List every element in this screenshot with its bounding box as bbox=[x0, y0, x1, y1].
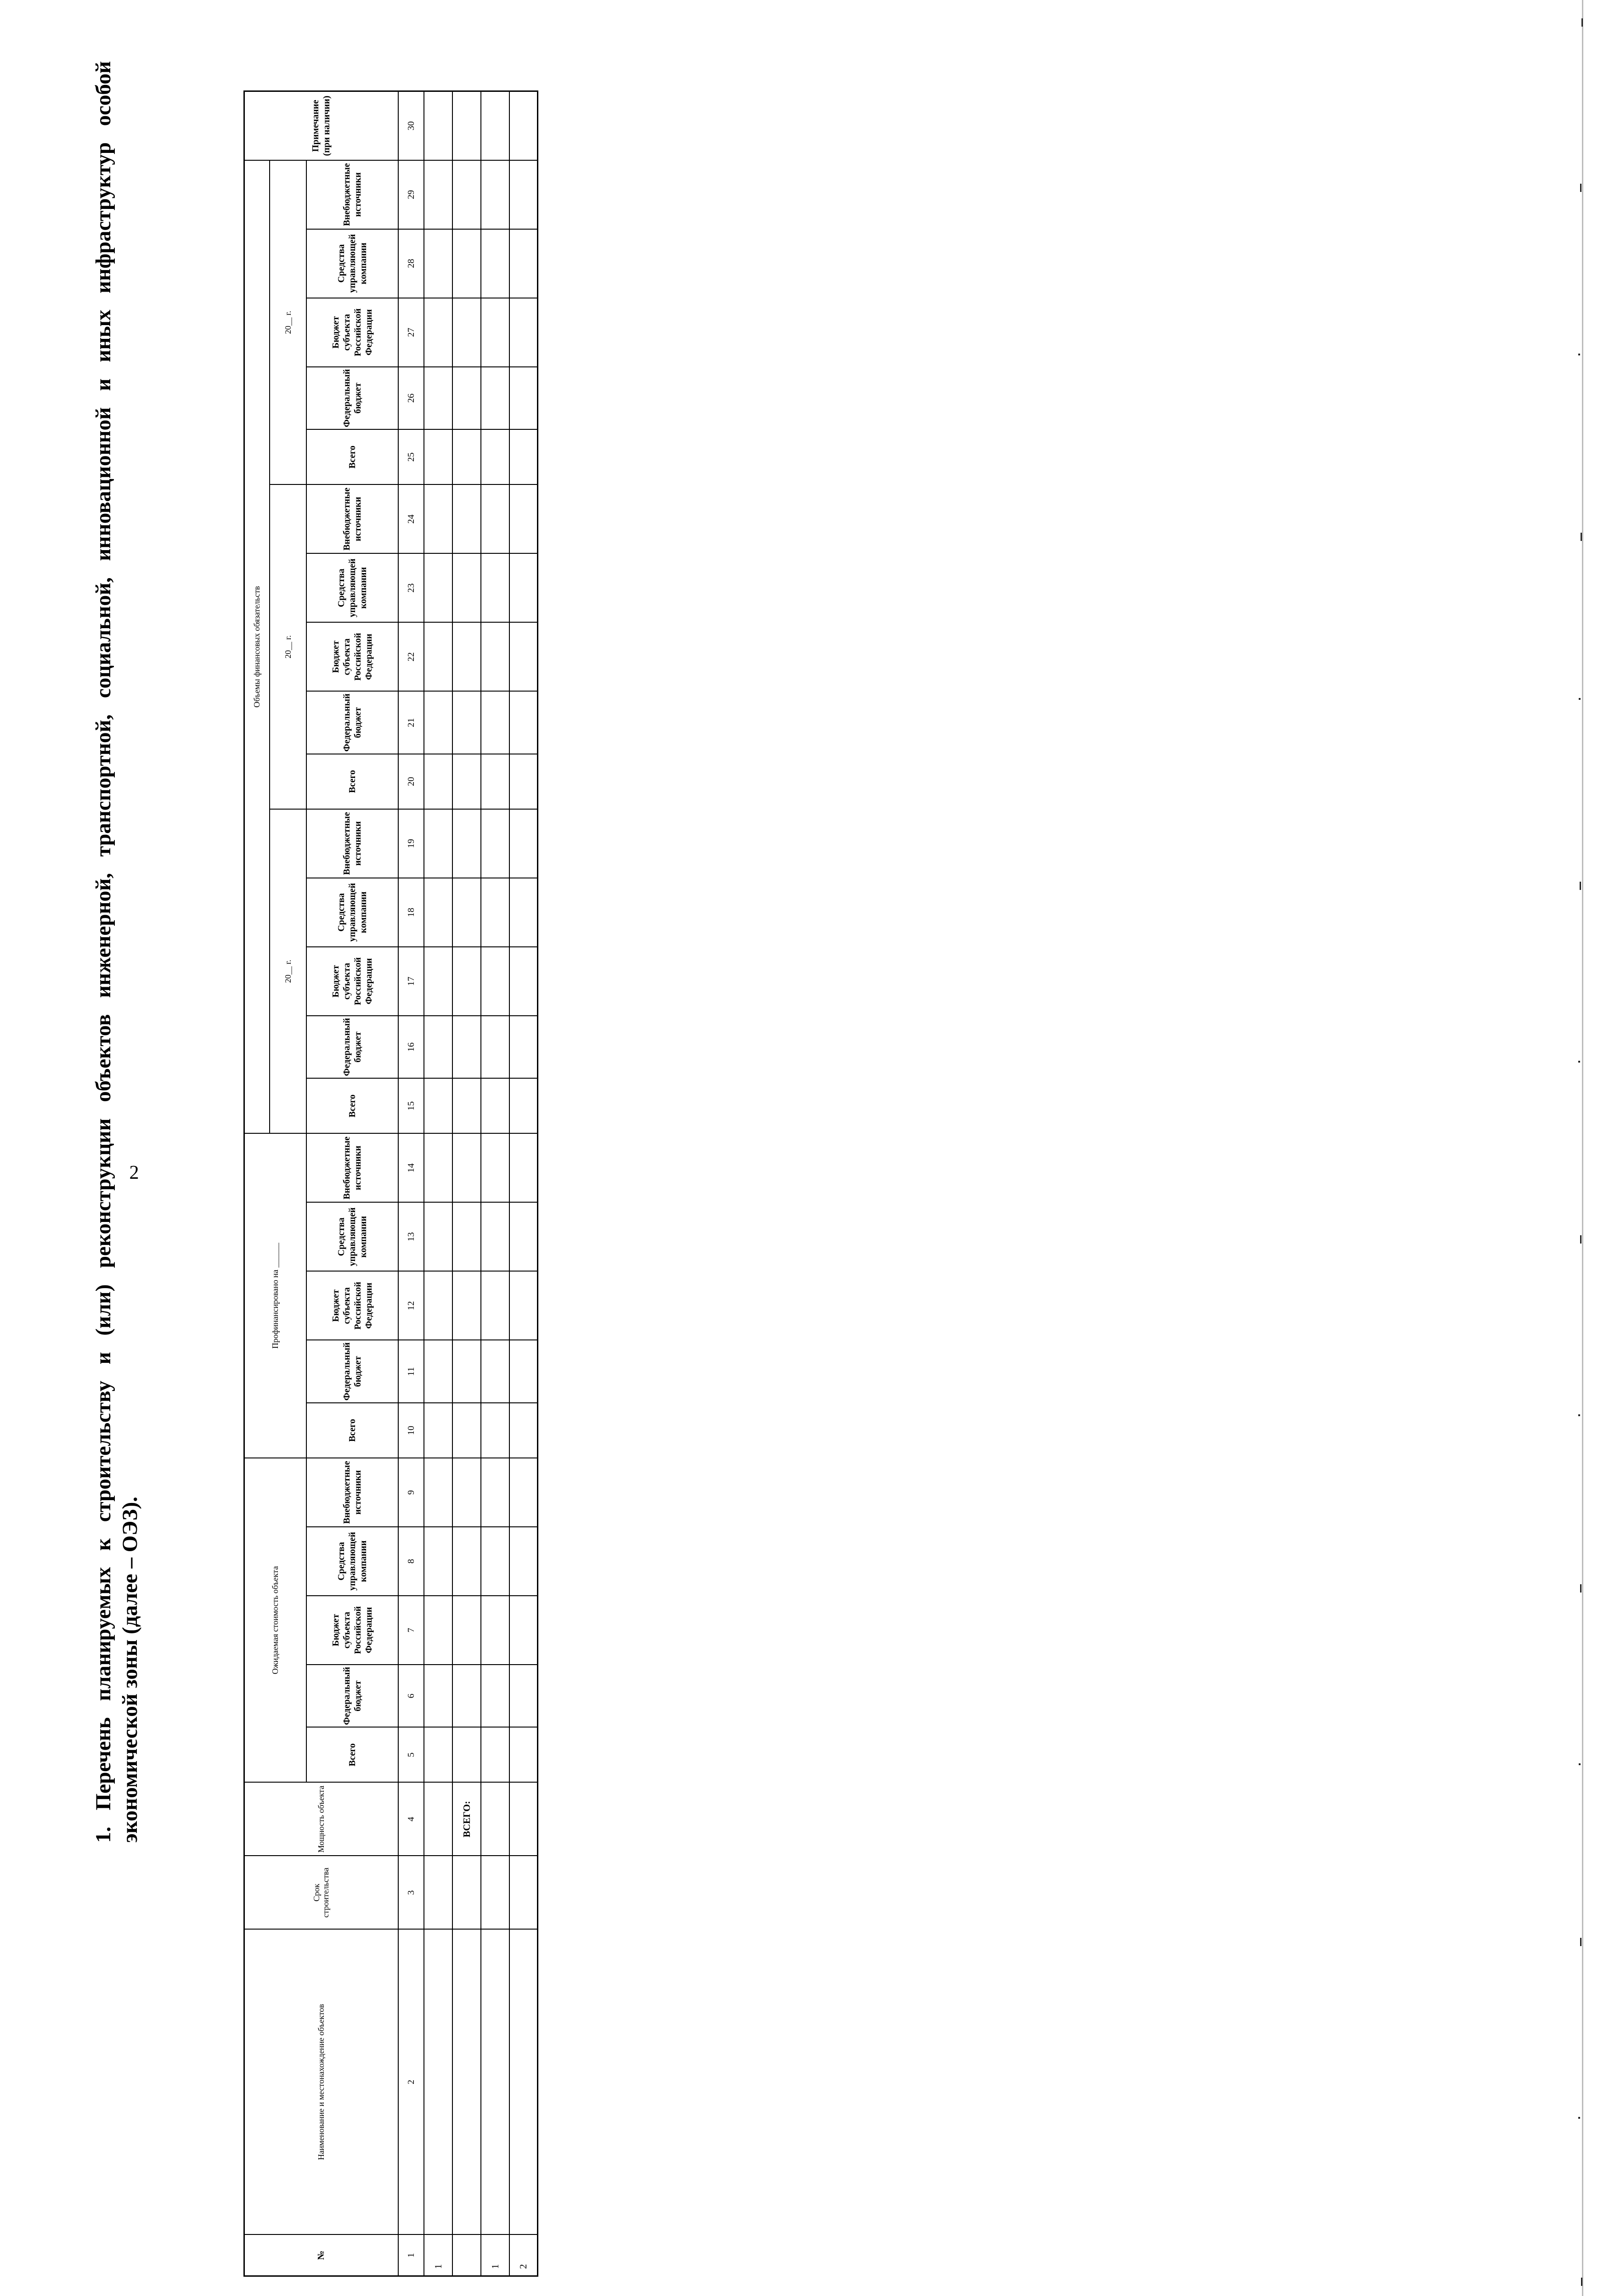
sub-total: Всего bbox=[306, 429, 398, 484]
header-no: № bbox=[244, 2235, 398, 2276]
header-term: Срок строительства bbox=[244, 1856, 398, 1930]
sub-company: Средства управляющей компании bbox=[306, 1202, 398, 1271]
header-obligations: Объемы финансовых обязательств bbox=[244, 160, 270, 1134]
column-number: 20 bbox=[398, 754, 424, 809]
column-number: 16 bbox=[398, 1016, 424, 1079]
header-expected-cost: Ожидаемая стоимость объекта bbox=[244, 1458, 306, 1783]
column-number: 14 bbox=[398, 1133, 424, 1202]
sub-extra: Внебюджетные источники bbox=[306, 1458, 398, 1527]
header-year-2: 20__ г. bbox=[270, 484, 306, 809]
sub-extra: Внебюджетные источники bbox=[306, 1133, 398, 1202]
sub-total: Всего bbox=[306, 1728, 398, 1783]
column-number: 17 bbox=[398, 947, 424, 1016]
column-number: 21 bbox=[398, 691, 424, 754]
column-number: 10 bbox=[398, 1403, 424, 1458]
sub-total: Всего bbox=[306, 1078, 398, 1133]
header-year-3: 20__ г. bbox=[270, 160, 306, 485]
header-financed: Профинансировано на ______ bbox=[244, 1133, 306, 1458]
column-number: 8 bbox=[398, 1527, 424, 1596]
column-number: 4 bbox=[398, 1783, 424, 1856]
table-row bbox=[452, 91, 481, 2276]
sub-federal: Федеральный бюджет bbox=[306, 1016, 398, 1079]
column-number-row bbox=[398, 91, 424, 2276]
table-row bbox=[481, 91, 509, 2276]
sub-extra: Внебюджетные источники bbox=[306, 160, 398, 229]
column-number: 6 bbox=[398, 1665, 424, 1728]
total-label: ВСЕГО: bbox=[452, 1783, 481, 1856]
column-number: 12 bbox=[398, 1271, 424, 1340]
sub-company: Средства управляющей компании bbox=[306, 553, 398, 622]
sub-company: Средства управляющей компании bbox=[306, 229, 398, 298]
column-number: 9 bbox=[398, 1458, 424, 1527]
column-number: 19 bbox=[398, 809, 424, 878]
column-number: 26 bbox=[398, 367, 424, 430]
sub-extra: Внебюджетные источники bbox=[306, 484, 398, 553]
column-number: 1 bbox=[398, 2235, 424, 2276]
sub-company: Средства управляющей компании bbox=[306, 878, 398, 947]
column-number: 11 bbox=[398, 1340, 424, 1403]
column-number: 22 bbox=[398, 622, 424, 691]
sub-federal: Федеральный бюджет bbox=[306, 1665, 398, 1728]
row-no: 1 bbox=[481, 2235, 509, 2276]
sub-total: Всего bbox=[306, 754, 398, 809]
sub-regional: Бюджет субъекта Российской Федерации bbox=[306, 1596, 398, 1665]
sub-company: Средства управляющей компании bbox=[306, 1527, 398, 1596]
sub-federal: Федеральный бюджет bbox=[306, 1340, 398, 1403]
column-number: 24 bbox=[398, 484, 424, 553]
column-number: 2 bbox=[398, 1930, 424, 2235]
column-number: 23 bbox=[398, 553, 424, 622]
column-number: 25 bbox=[398, 429, 424, 484]
sub-regional: Бюджет субъекта Российской Федерации bbox=[306, 947, 398, 1016]
column-number: 27 bbox=[398, 298, 424, 367]
sub-regional: Бюджет субъекта Российской Федерации bbox=[306, 298, 398, 367]
sub-regional: Бюджет субъекта Российской Федерации bbox=[306, 1271, 398, 1340]
header-capacity: Мощность объекта bbox=[244, 1783, 398, 1856]
column-number: 18 bbox=[398, 878, 424, 947]
document-heading bbox=[90, 61, 143, 1843]
table-row bbox=[424, 91, 452, 2276]
header-note: Примечание (при наличии) bbox=[244, 91, 398, 160]
heading-line-2: экономической зоны (далее – ОЭЗ). bbox=[118, 1497, 142, 1843]
row-name-cell bbox=[509, 1930, 538, 2235]
table-row bbox=[509, 91, 538, 2276]
sub-federal: Федеральный бюджет bbox=[306, 691, 398, 754]
header-name: Наименование и местонахождение объектов bbox=[244, 1930, 398, 2235]
row-name-cell bbox=[424, 1930, 452, 2235]
column-number: 13 bbox=[398, 1202, 424, 1271]
objects-table bbox=[243, 90, 538, 2277]
column-number: 28 bbox=[398, 229, 424, 298]
column-number: 7 bbox=[398, 1596, 424, 1665]
sub-extra: Внебюджетные источники bbox=[306, 809, 398, 878]
column-number: 15 bbox=[398, 1078, 424, 1133]
sub-total: Всего bbox=[306, 1403, 398, 1458]
sub-federal: Федеральный бюджет bbox=[306, 367, 398, 430]
column-number: 3 bbox=[398, 1856, 424, 1930]
sub-regional: Бюджет субъекта Российской Федерации bbox=[306, 622, 398, 691]
row-no: 1 bbox=[424, 2235, 452, 2276]
row-no: 2 bbox=[509, 2235, 538, 2276]
heading-line-1: 1. Перечень планируемых к строительству и (или) реконструкции объектов инженерной, транспортной, социальной, инновационной и иных инфраструктур особой bbox=[91, 61, 115, 1843]
column-number: 5 bbox=[398, 1728, 424, 1783]
row-name-cell bbox=[481, 1930, 509, 2235]
column-number: 30 bbox=[398, 91, 424, 160]
column-number: 29 bbox=[398, 160, 424, 229]
header-year-1: 20__ г. bbox=[270, 809, 306, 1134]
page-number: 2 bbox=[129, 1162, 139, 1183]
